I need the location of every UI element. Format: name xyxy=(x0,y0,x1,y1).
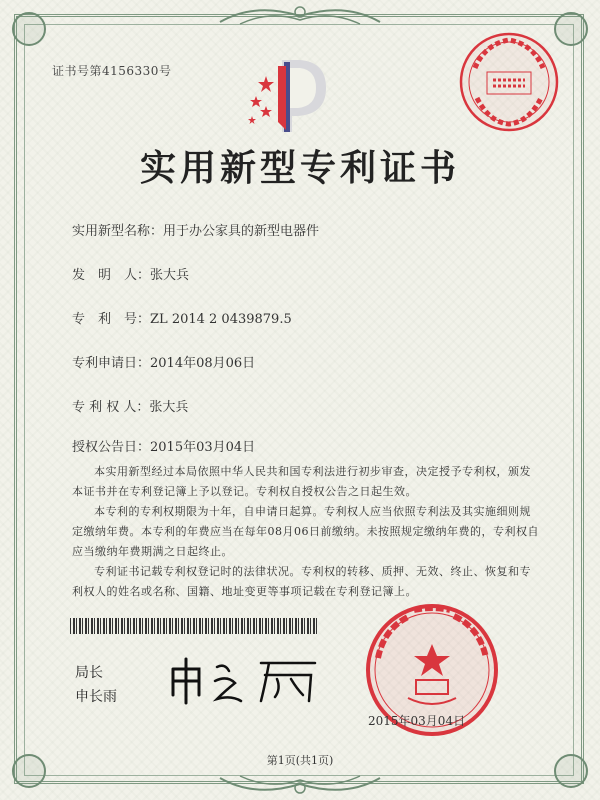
field-value: 2015年03月04日 xyxy=(150,440,256,455)
field-inventor xyxy=(72,264,189,283)
certificate-title: 实用新型专利证书 xyxy=(139,147,460,189)
corner-ornament xyxy=(12,12,46,46)
field-patentee xyxy=(72,396,188,415)
field-patent-number xyxy=(72,308,292,327)
small-red-seal xyxy=(455,28,563,136)
body-paragraph: 专利证书记载专利权登记时的法律状况。专利权的转移、质押、无效、终止、恢复和专利权人的姓名或名称、国籍、地址变更等事项记载在专利登记簿上。 xyxy=(72,565,531,598)
certificate-number: 证书号第4156330号 xyxy=(52,64,172,78)
field-label: 专 利 权 人： xyxy=(72,400,150,415)
field-grant-date xyxy=(72,436,255,455)
field-value: 张大兵 xyxy=(149,400,189,415)
field-label: 专利申请日： xyxy=(72,356,151,371)
field-value: ZL 2014 2 0439879.5 xyxy=(150,312,292,327)
field-label: 发 明 人： xyxy=(72,268,151,283)
field-application-date xyxy=(72,352,255,371)
field-utility-model-name xyxy=(72,220,319,239)
director-title: 局长 xyxy=(75,665,103,681)
field-value: 张大兵 xyxy=(150,268,190,283)
page-number: 第1页(共1页) xyxy=(266,754,334,767)
field-label: 授权公告日： xyxy=(72,440,151,455)
field-value: 2014年08月06日 xyxy=(150,356,256,371)
director-signature xyxy=(165,655,325,705)
body-paragraph: 本实用新型经过本局依照中华人民共和国专利法进行初步审查，决定授予专利权，颁发本证书并在专利登记簿上予以登记。专利权自授权公告之日起生效。 xyxy=(72,465,531,498)
top-ornament xyxy=(210,2,390,28)
sipo-logo xyxy=(242,52,334,138)
bottom-ornament xyxy=(210,772,390,798)
field-label: 专 利 号： xyxy=(72,312,151,327)
barcode xyxy=(70,618,318,634)
seal-date: 2015年03月04日 xyxy=(368,714,466,728)
certificate-body xyxy=(72,462,542,602)
field-label: 实用新型名称： xyxy=(72,224,164,239)
field-value: 用于办公家具的新型电器件 xyxy=(163,224,320,239)
director-name: 申长雨 xyxy=(75,689,117,705)
body-paragraph: 本专利的专利权期限为十年，自申请日起算。专利权人应当依照专利法及其实施细则规定缴纳年费。本专利的年费应当在每年08月06日前缴纳。未按照规定缴纳年费的，专利权自应当缴纳年费期满之日起终止。 xyxy=(72,505,539,558)
